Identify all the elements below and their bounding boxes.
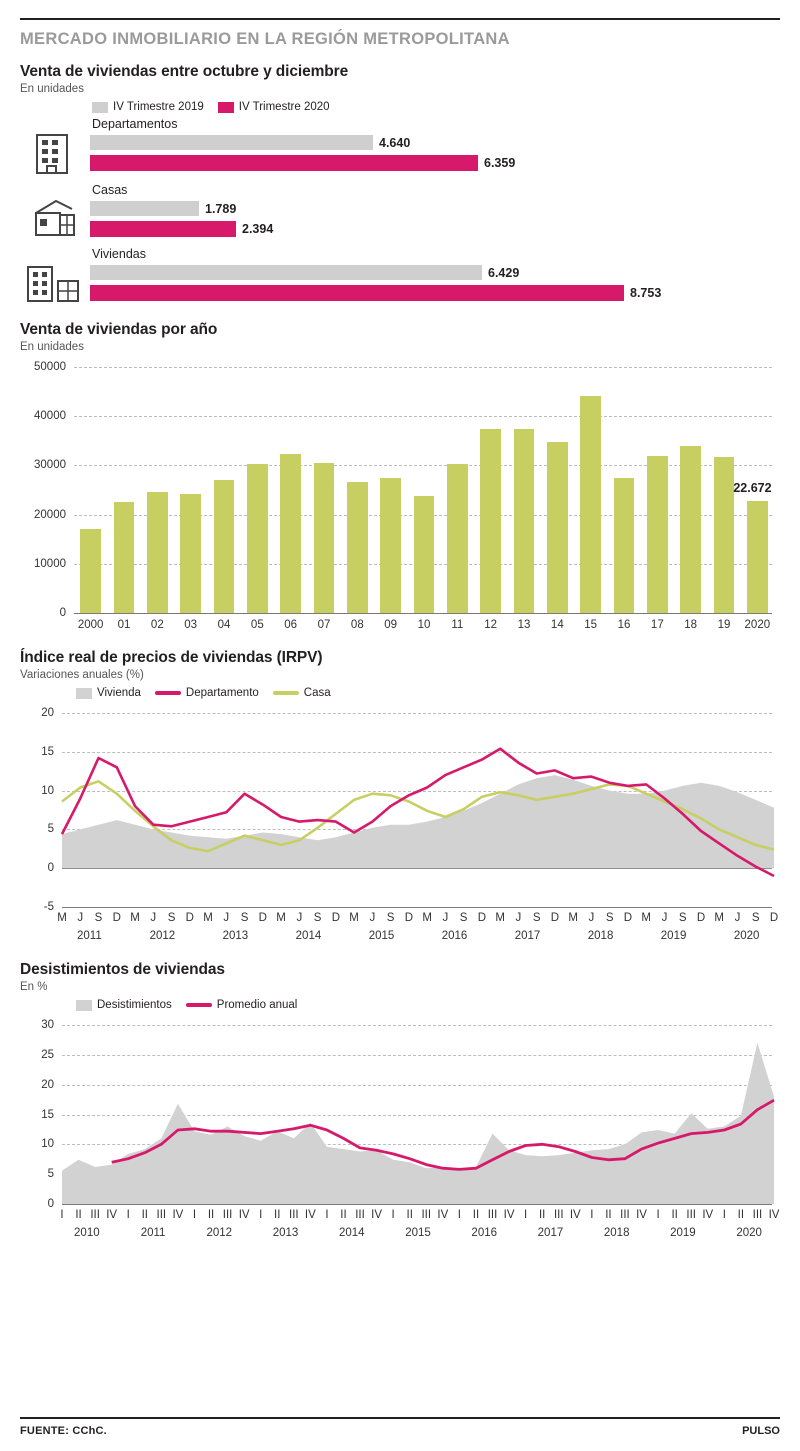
x-axis-tick: II	[737, 1209, 745, 1221]
bar	[680, 446, 701, 613]
legend-item-promedio-anual	[186, 999, 298, 1011]
x-axis-tick: D	[769, 912, 779, 924]
x-axis-tick: J	[515, 912, 522, 924]
x-axis-tick: III	[487, 1209, 498, 1221]
y-axis-label: -5	[43, 901, 54, 913]
x-axis-tick: I	[60, 1209, 64, 1221]
x-axis-year-label: 2020	[733, 930, 760, 942]
x-axis-tick: IV	[768, 1209, 780, 1221]
x-axis-tick: S	[678, 912, 687, 924]
bar-group-departamentos	[20, 117, 780, 177]
x-axis-tick: M	[714, 912, 725, 924]
bar-value-2020: 8.753	[630, 285, 662, 300]
section3-legend	[76, 687, 780, 699]
x-axis-label: 10	[417, 619, 431, 631]
y-axis-label: 30	[41, 1019, 54, 1031]
bar-row-2020	[90, 220, 780, 237]
series-vivienda-area	[62, 775, 774, 868]
legend-swatch-grey	[76, 1000, 92, 1011]
x-axis-tick: III	[686, 1209, 696, 1221]
x-axis-tick: IV	[304, 1209, 316, 1221]
legend-item-desistimientos	[76, 999, 172, 1011]
bar	[480, 429, 501, 613]
y-axis-label: 5	[47, 823, 54, 836]
x-axis-tick: IV	[503, 1209, 515, 1221]
legend-label: Casa	[303, 687, 331, 699]
x-axis-tick: II	[406, 1209, 413, 1221]
x-axis-year-label: 2014	[338, 1227, 365, 1239]
x-axis-tick: I	[391, 1209, 395, 1221]
bar	[580, 396, 601, 613]
x-axis-tick: III	[156, 1209, 167, 1221]
x-axis-tick: IV	[569, 1209, 581, 1221]
legend-item-q4-2019	[92, 101, 204, 113]
section2-title: Venta de viviendas por año	[20, 321, 218, 338]
bar	[280, 454, 301, 613]
bar-group-label: Departamentos	[92, 117, 178, 131]
x-axis-tick: III	[355, 1209, 365, 1221]
x-axis-tick: D	[404, 912, 414, 924]
x-axis-tick: J	[369, 912, 376, 924]
y-axis-label: 20	[41, 707, 54, 719]
gridline	[74, 416, 772, 417]
bar	[514, 429, 535, 613]
bar-row-2019	[90, 134, 780, 151]
bar	[147, 492, 168, 613]
section4-subtitle: En %	[20, 981, 48, 993]
legend-item-q4-2020	[218, 101, 330, 113]
section2-subtitle: En unidades	[20, 341, 84, 353]
x-axis-tick: II	[472, 1209, 480, 1221]
annual-sales-bar-chart	[22, 359, 780, 639]
x-axis-year-label: 2017	[514, 930, 541, 942]
bar	[247, 464, 268, 613]
x-axis-tick: J	[77, 912, 84, 924]
bar-row-2020	[90, 154, 780, 171]
legend-line-pink	[155, 691, 181, 695]
bar-value-2020: 2.394	[242, 221, 274, 236]
legend-item-vivienda	[76, 687, 141, 699]
y-axis-label: 40000	[34, 410, 66, 423]
legend-label: IV Trimestre 2020	[238, 101, 330, 113]
x-axis-year-label: 2016	[441, 930, 468, 942]
bar	[180, 494, 201, 613]
section3-title: Índice real de precios de viviendas (IRPV)	[20, 649, 323, 666]
x-axis-year-label: 2020	[736, 1227, 762, 1239]
x-axis-label: 2020	[744, 619, 771, 631]
x-axis-tick: III	[553, 1209, 564, 1221]
x-axis-tick: II	[274, 1209, 281, 1221]
x-axis-tick: D	[623, 912, 633, 924]
x-axis-label: 2000	[77, 619, 104, 631]
x-axis-tick: J	[661, 912, 668, 924]
x-axis-tick: II	[75, 1209, 82, 1221]
x-axis-tick: J	[223, 912, 230, 924]
top-rule	[20, 18, 780, 20]
x-axis-tick: I	[325, 1209, 329, 1221]
x-axis-tick: D	[477, 912, 487, 924]
x-axis-tick: D	[696, 912, 706, 924]
x-axis-tick: S	[94, 912, 103, 924]
y-axis-label: 25	[41, 1048, 54, 1061]
x-axis-tick: S	[459, 912, 468, 924]
x-axis-label: 07	[317, 619, 331, 631]
x-axis-tick: III	[90, 1209, 100, 1221]
gridline	[74, 613, 772, 614]
apartment-building-icon	[20, 117, 90, 177]
y-axis-label: 0	[47, 862, 54, 875]
x-axis-tick: I	[590, 1209, 594, 1221]
bar	[647, 456, 668, 613]
legend-label: Promedio anual	[216, 999, 298, 1011]
bar-value-2019: 1.789	[205, 201, 237, 216]
y-axis-label: 50000	[34, 361, 66, 373]
bar-2019	[90, 135, 373, 150]
x-axis-tick: S	[386, 912, 395, 924]
source-label: FUENTE: CChC.	[20, 1425, 107, 1437]
legend-item-casa	[273, 687, 331, 699]
y-axis-label: 0	[59, 607, 66, 619]
x-axis-label: 03	[184, 619, 198, 631]
x-axis-tick: II	[671, 1209, 678, 1221]
x-axis-year-label: 2019	[660, 930, 687, 942]
x-axis-tick: D	[331, 912, 340, 924]
bar-row-2019	[90, 264, 780, 281]
x-axis-tick: III	[421, 1209, 432, 1221]
x-axis-tick: IV	[371, 1209, 383, 1221]
x-axis-year-label: 2015	[368, 930, 395, 942]
x-axis-tick: M	[203, 912, 213, 924]
bar-2019	[90, 201, 199, 216]
x-axis-label: 04	[217, 619, 231, 631]
y-axis-label: 20000	[34, 508, 66, 521]
x-axis-tick: II	[141, 1209, 148, 1221]
x-axis-year-label: 2010	[74, 1227, 100, 1239]
bar	[447, 464, 468, 613]
brand-label: PULSO	[742, 1425, 780, 1437]
x-axis-label: 06	[284, 619, 298, 631]
x-axis-label: 16	[617, 619, 631, 631]
x-axis-year-label: 2013	[222, 930, 249, 942]
bar-group-label: Casas	[92, 183, 128, 197]
legend-item-departamento	[155, 687, 259, 699]
y-axis-label: 15	[41, 745, 54, 758]
x-axis-label: 11	[451, 619, 464, 631]
section1-legend	[92, 101, 780, 113]
x-axis-tick: III	[289, 1209, 299, 1221]
bar	[714, 457, 735, 613]
legend-swatch-pink	[218, 102, 234, 113]
desistimientos-area-chart	[22, 1015, 780, 1250]
x-axis-year-label: 2014	[295, 930, 322, 942]
bar	[380, 478, 401, 613]
x-axis-tick: M	[641, 912, 651, 924]
x-axis-label: 05	[250, 619, 264, 631]
x-axis-tick: III	[752, 1209, 763, 1221]
bar	[614, 478, 635, 613]
bar-value-2019: 4.640	[379, 135, 411, 150]
bar-row-2019	[90, 200, 780, 217]
x-axis-tick: S	[313, 912, 322, 924]
x-axis-tick: M	[495, 912, 505, 924]
x-axis-label: 17	[650, 619, 664, 631]
bar	[214, 480, 235, 613]
bar	[347, 482, 368, 613]
x-axis-tick: I	[656, 1209, 660, 1221]
irpv-line-chart	[22, 703, 780, 953]
bar	[314, 463, 335, 613]
bar	[547, 442, 568, 613]
legend-label: Vivienda	[97, 687, 141, 699]
legend-label: Departamento	[185, 687, 259, 699]
bar-value-annotation: 22.672	[733, 481, 772, 496]
gridline	[74, 367, 772, 368]
y-axis-label: 30000	[34, 459, 66, 472]
x-axis-year-label: 2012	[206, 1227, 233, 1239]
bar-2020	[90, 155, 478, 171]
x-axis-year-label: 2016	[471, 1227, 498, 1239]
x-axis-tick: I	[192, 1209, 197, 1221]
infographic-page	[0, 18, 800, 1451]
x-axis-year-label: 2017	[537, 1227, 564, 1239]
x-axis-tick: I	[722, 1209, 726, 1221]
legend-swatch-grey	[92, 102, 108, 113]
bar	[114, 502, 135, 613]
x-axis-tick: II	[605, 1209, 612, 1221]
legend-label: IV Trimestre 2019	[113, 101, 204, 113]
x-axis-label: 18	[684, 619, 698, 631]
x-axis	[62, 1204, 772, 1205]
x-axis-tick: J	[296, 912, 303, 924]
section4-legend	[76, 999, 780, 1011]
x-axis-tick: S	[167, 912, 176, 924]
bar-group-casas	[20, 183, 780, 241]
x-axis-tick: IV	[172, 1209, 184, 1221]
x-axis-tick: II	[538, 1209, 546, 1221]
x-axis-tick: IV	[702, 1209, 714, 1221]
footer	[20, 1417, 780, 1437]
x-axis-year-label: 2011	[140, 1227, 166, 1239]
horizontal-bar-chart	[20, 117, 780, 309]
x-axis-tick: II	[207, 1209, 215, 1221]
x-axis-tick: J	[150, 912, 157, 924]
x-axis-tick: M	[57, 912, 67, 924]
x-axis-tick: M	[349, 912, 359, 924]
x-axis-year-label: 2015	[405, 1227, 431, 1239]
legend-label: Desistimientos	[97, 999, 172, 1011]
x-axis-tick: S	[532, 912, 541, 924]
y-axis-label: 20	[41, 1078, 54, 1091]
x-axis-tick: I	[524, 1209, 528, 1221]
x-axis-tick: D	[550, 912, 560, 924]
x-axis-tick: S	[240, 912, 249, 924]
bar-group-viviendas	[20, 247, 780, 309]
bar-row-2020	[90, 284, 780, 301]
y-axis-label: 5	[47, 1168, 54, 1181]
x-axis-tick: IV	[636, 1209, 647, 1221]
x-axis-year-label: 2013	[272, 1227, 299, 1239]
x-axis-label: 01	[117, 619, 131, 631]
bar-2020	[90, 285, 624, 301]
house-icon	[20, 183, 90, 241]
y-axis-label: 10000	[34, 557, 66, 570]
section1-subtitle: En unidades	[20, 83, 84, 95]
x-axis-label: 02	[150, 619, 164, 631]
x-axis-tick: D	[112, 912, 121, 924]
x-axis-tick: I	[126, 1209, 130, 1221]
section1-title: Venta de viviendas entre octubre y diciembre	[20, 63, 349, 80]
bar-value-2020: 6.359	[484, 155, 516, 170]
x-axis-label: 19	[717, 619, 731, 631]
x-axis-tick: IV	[437, 1209, 449, 1221]
x-axis-year-label: 2011	[77, 930, 102, 942]
x-axis-label: 14	[550, 619, 564, 631]
x-axis-label: 13	[517, 619, 531, 631]
section3-subtitle: Variaciones anuales (%)	[20, 669, 144, 681]
y-axis-label: 10	[41, 1138, 54, 1151]
x-axis-year-label: 2012	[149, 930, 176, 942]
legend-line-olive	[273, 691, 299, 695]
x-axis-tick: S	[751, 912, 760, 924]
bar	[747, 501, 768, 613]
x-axis-year-label: 2018	[603, 1227, 630, 1239]
x-axis-tick: D	[185, 912, 194, 924]
x-axis-tick: I	[457, 1209, 461, 1221]
desistimientos-plot-area	[22, 1015, 782, 1250]
x-axis-tick: II	[340, 1209, 347, 1221]
x-axis-tick: IV	[106, 1209, 118, 1221]
bar	[414, 496, 435, 613]
x-axis-tick: M	[568, 912, 578, 924]
x-axis-tick: J	[588, 912, 595, 924]
x-axis-tick: III	[620, 1209, 630, 1221]
x-axis-tick: J	[442, 912, 449, 924]
x-axis-tick: S	[605, 912, 614, 924]
x-axis-label: 15	[584, 619, 598, 631]
x-axis-tick: III	[222, 1209, 233, 1221]
bar	[80, 529, 101, 613]
x-axis-label: 09	[384, 619, 398, 631]
x-axis-tick: M	[276, 912, 286, 924]
x-axis-tick: M	[130, 912, 140, 924]
bar-value-2019: 6.429	[488, 265, 520, 280]
mixed-housing-icon	[20, 247, 90, 309]
x-axis-tick: IV	[238, 1209, 250, 1221]
bar-2020	[90, 221, 236, 237]
series-desistimientos-area	[62, 1043, 774, 1204]
x-axis-tick: J	[734, 912, 741, 924]
y-axis-label: 10	[41, 784, 54, 797]
y-axis-label: 15	[41, 1108, 54, 1121]
x-axis-year-label: 2018	[587, 930, 614, 942]
x-axis-year-label: 2019	[670, 1227, 696, 1239]
y-axis-label: 0	[47, 1198, 54, 1210]
x-axis-tick: M	[422, 912, 432, 924]
x-axis-label: 08	[350, 619, 364, 631]
legend-line-pink	[186, 1003, 212, 1007]
page-title: MERCADO INMOBILIARIO EN LA REGIÓN METROPOLITANA	[20, 30, 510, 48]
x-axis-tick: I	[259, 1209, 263, 1221]
bar-group-label: Viviendas	[92, 247, 146, 261]
legend-swatch-grey	[76, 688, 92, 699]
section4-title: Desistimientos de viviendas	[20, 961, 225, 978]
x-axis-tick: D	[258, 912, 267, 924]
x-axis	[62, 907, 772, 908]
bar-2019	[90, 265, 482, 280]
x-axis-label: 12	[484, 619, 498, 631]
